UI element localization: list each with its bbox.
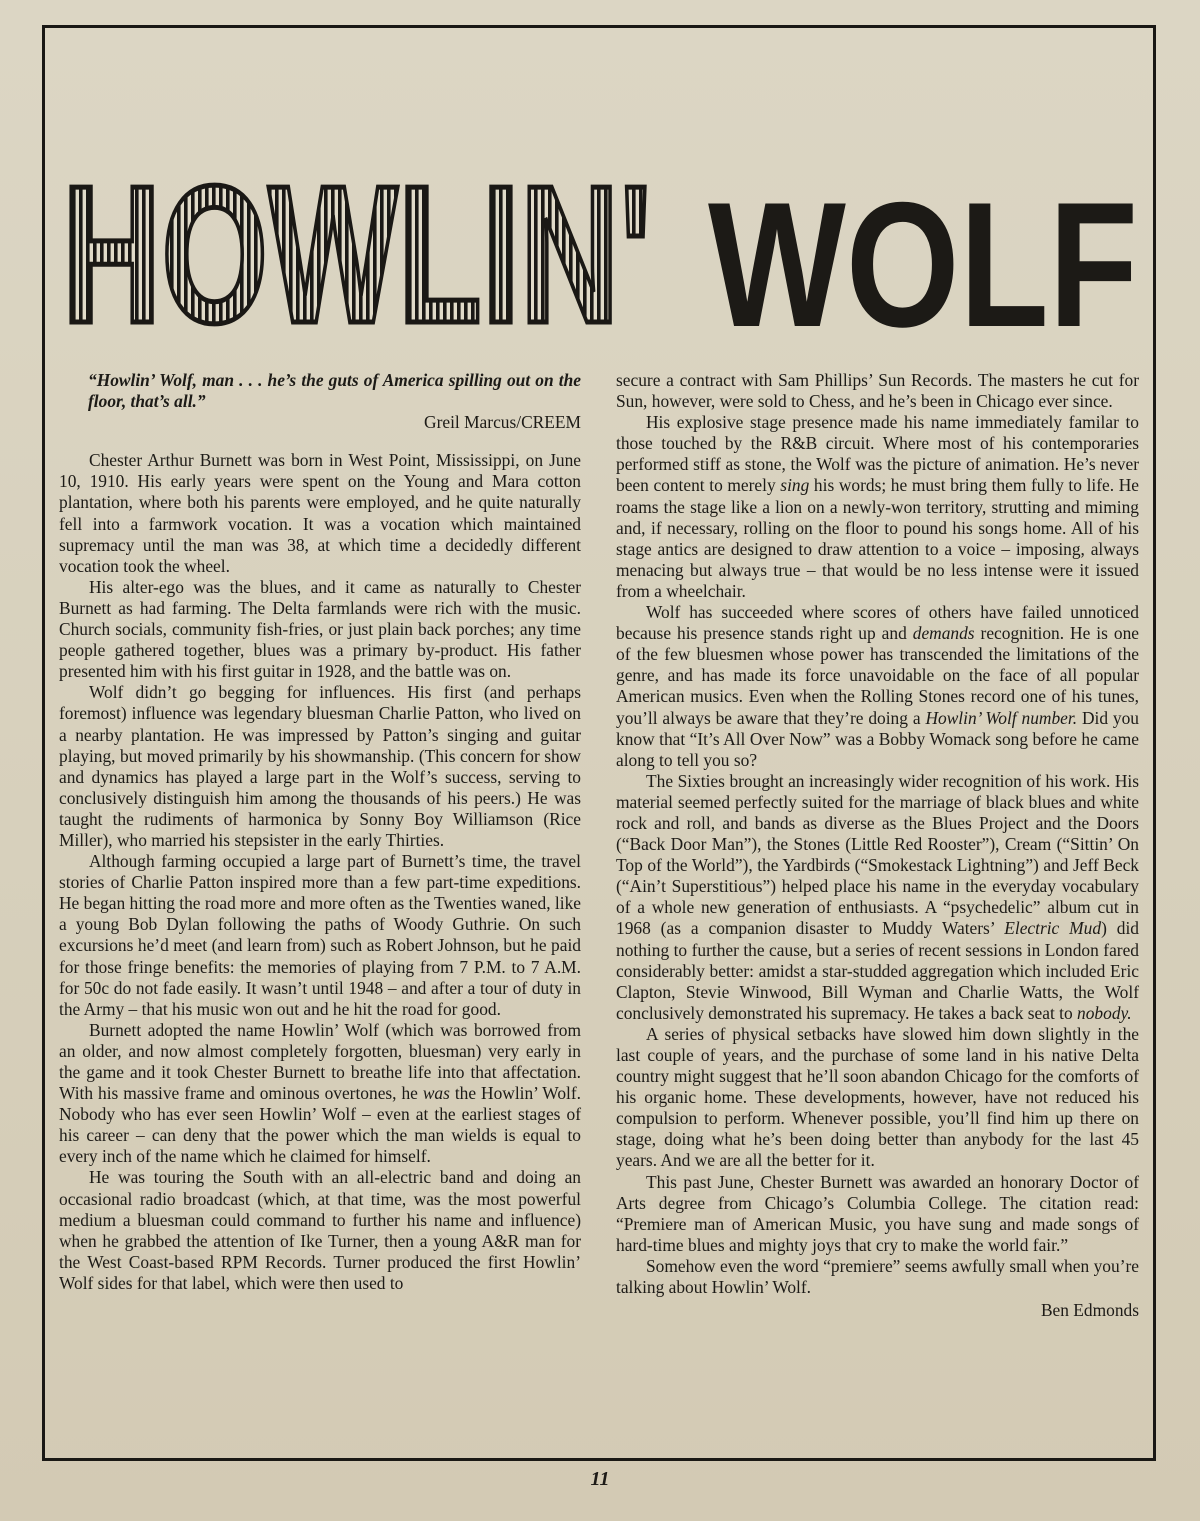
paragraph: Although farming occupied a large part of Burnett’s time, the travel stories of Charlie Patton inspired more than a few part-time expeditions. He began hitting the road more and more often as the Twenties waned, like a young Bob Dylan following the paths of Woody Guthrie. On such excursions he’d meet (and learn from) such as Robert Johnson, but he paid for those fringe benefits: the memories of playing from 7 P.M. to 7 A.M. for 50c do not fade easily. It wasn’t until 1948 – and after a tour of duty in the Army – that his music won out and he hit the road for good. — [59, 851, 581, 1019]
text-run: His explosive stage presence made his name immediately familar to those touched by the R&B circuit. Where most of his contemporaries performed stiff as stone, the Wolf was the picture of animation. He’s never been content to merely — [616, 412, 1139, 496]
paragraph: A series of physical setbacks have slowed him down slightly in the last couple of years, and the purchase of some land in his native Delta country might suggest that he’ll soon abandon Chicago for the comforts of his organic home. These developments, however, have not reduced his compulsion to perform. Whenever possible, you’ll find him up there on stage, doing what he’s been doing better than anybody for the last 45 years. And we are all the better for it. — [616, 1023, 1139, 1171]
paragraph: He was touring the South with an all-electric band and doing an occasional radio broadcast (which, at that time, was the most powerful medium a bluesman could command to further his name and influence) when he grabbed the attention of Ike Turner, then a young A&R man for the West Coast-based RPM Records. Turner produced the first Howlin’ Wolf sides for that label, which were then used to — [59, 1167, 581, 1293]
text-run: recognition. He is one of the few bluesmen whose power has transcended the limitations of the genre, and has made its force unavoidable on the face of all popular American musics. Even when the Rolling Stones record one of his tunes, you’ll always be aware that they’re doing a — [616, 623, 1139, 728]
text-run: Did you know that “It’s All Over Now” was a Bobby Womack song before he came along to tell you so? — [616, 707, 1140, 770]
headline-howlin: HOWLIN' — [62, 150, 652, 356]
text-run: Wolf has succeeded where scores of others have failed unnoticed because his presence stands right up and — [616, 602, 1139, 644]
emphasis: Howlin’ Wolf number. — [925, 707, 1078, 728]
emphasis: Electric Mud — [1004, 918, 1102, 939]
epigraph-attribution: Greil Marcus/CREEM — [424, 412, 581, 433]
paragraph: Somehow even the word “premiere” seems awfully small when you’re talking about Howlin’ Wolf. — [616, 1255, 1139, 1298]
emphasis: was — [422, 1083, 450, 1104]
paragraph — [616, 602, 1139, 771]
right-column — [616, 370, 1139, 1321]
author-byline: Ben Edmonds — [1040, 1300, 1139, 1321]
paragraph — [616, 412, 1139, 602]
headline — [58, 150, 1148, 356]
epigraph-quote: “Howlin’ Wolf, man . . . he’s the guts of America spilling out on the floor, that’s all.” — [88, 370, 581, 412]
emphasis: nobody. — [1077, 1002, 1132, 1023]
text-run: ) did nothing to further the cause, but a series of recent sessions in London fared considerably better: amidst a star-studded aggregation which included Eric Clapton, Stevie Winwood, Bill Wyman and Charlie Watts, the Wolf conclusively demonstrated his supremacy. He takes a back seat to — [616, 918, 1139, 1023]
left-column — [59, 370, 581, 1294]
paragraph: Chester Arthur Burnett was born in West Point, Mississippi, on June 10, 1910. His early years were spent on the Young and Mara cotton plantation, where both his parents were employed, and he quite naturally fell into a farmwork vocation. It was a vocation which maintained supremacy until the man was 38, at which time a decidedly different vocation took the wheel. — [59, 450, 581, 576]
paragraph — [59, 1020, 581, 1168]
text-run: the Howlin’ Wolf. Nobody who has ever seen Howlin’ Wolf – even at the earliest stages of his career – can deny that the power which the man wields is equal to every inch of the name which he claimed for himself. — [59, 1083, 581, 1167]
paragraph — [616, 771, 1139, 1024]
headline-wolf: WOLF — [708, 165, 1138, 356]
page-number: 11 — [590, 1468, 610, 1490]
emphasis: demands — [912, 623, 975, 644]
text-run: his words; he must bring them fully to life. He roams the stage like a lion on a newly-won territory, strutting and miming and, if necessary, rolling on the floor to pound his songs home. All of his stage antics are designed to draw attention to a voice – imposing, always menacing but always true – that would be no less intense were it issued from a wheelchair. — [616, 475, 1139, 601]
paragraph: This past June, Chester Burnett was awarded an honorary Doctor of Arts degree from Chicago’s Columbia College. The citation read: “Premiere man of American Music, you have sung and made songs of hard-time blues and mighty joys that cry to make the world fair.” — [616, 1171, 1139, 1255]
paragraph: Wolf didn’t go begging for influences. His first (and perhaps foremost) influence was legendary bluesman Charlie Patton, who lived on a nearby plantation. He was impressed by Patton’s singing and guitar playing, but moved primarily by his showmanship. (This concern for show and dynamics has played a large part in the Wolf’s success, serving to conclusively distinguish him among the thousands of his peers.) He was taught the rudiments of harmonica by Sonny Boy Williamson (Rice Miller), who married his stepsister in the early Thirties. — [59, 682, 581, 850]
headline-lettering — [58, 150, 1148, 356]
emphasis: sing — [780, 475, 810, 496]
paragraph-continued: secure a contract with Sam Phillips’ Sun Records. The masters he cut for Sun, however, were sold to Chess, and he’s been in Chicago ever since. — [616, 370, 1139, 412]
paragraph: His alter-ego was the blues, and it came as naturally to Chester Burnett as had farming. The Delta farmlands were rich with the music. Church socials, community fish-fries, or just plain back porches; any time people gathered together, blues was a primary by-product. His father presented him with his first guitar in 1928, and the battle was on. — [59, 576, 581, 682]
text-run: Burnett adopted the name Howlin’ Wolf (which was borrowed from an older, and now almost completely forgotten, bluesman) very early in the game and it took Chester Burnett to breathe life into that affectation. With his massive frame and ominous overtones, he — [59, 1019, 581, 1104]
text-run: The Sixties brought an increasingly wider recognition of his work. His material seemed perfectly suited for the marriage of black blues and white rock and roll, and bands as diverse as the Blues Project and the Doors (“Back Door Man”), the Stones (Little Red Rooster”), Cream (“Sittin’ On Top of the World”), the Yardbirds (“Smokestack Lightning”) and Jeff Beck (“Ain’t Superstitious”) helped place his name in the everyday vocabulary of a whole new generation of enthusiasts. A “psychedelic” album cut in 1968 (as a companion disaster to Muddy Waters’ — [616, 770, 1139, 939]
